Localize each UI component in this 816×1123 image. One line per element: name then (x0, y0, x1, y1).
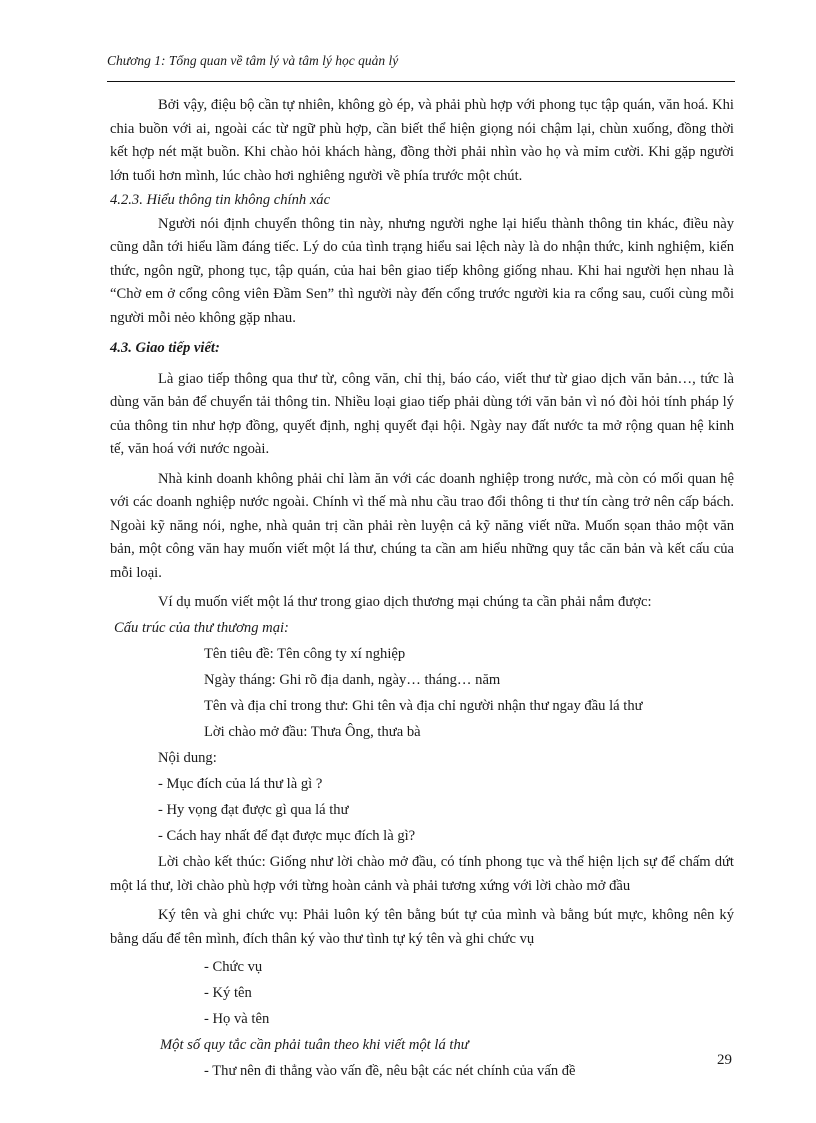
content-list (110, 771, 734, 849)
list-item: - Cách hay nhất để đạt được mục đích là gì? (158, 828, 416, 844)
paragraph-4-3-second: Nhà kinh doanh không phải chỉ làm ăn với các doanh nghiệp trong nước, mà còn có mối quan hệ với các doanh nghiệp nước ngoài. Chính vì thế mà nhu cầu trao đổi thông ti thư tín càng trở nên cấp bách. Ngoài kỹ năng nói, nghe, nhà quản trị cần phải rèn luyện cả kỹ năng viết nữa. Muốn sọan thảo một văn bản, một công văn hay muốn viết một lá thư, chúng ta cần am hiểu những quy tắc căn bản và kết cấu của mỗi loại. (110, 470, 734, 581)
list-item: - Thư nên đi thẳng vào vấn đề, nêu bật các nét chính của vấn đề (204, 1063, 576, 1079)
list-item: - Ký tên (204, 985, 252, 1001)
page-body (110, 94, 734, 1084)
list-item: Tên tiêu đề: Tên công ty xí nghiệp (204, 646, 406, 662)
rules-list (110, 1058, 734, 1084)
chapter-title: Chương 1: Tổng quan về tâm lý và tâm lý học quản lý (107, 53, 399, 68)
paragraph-4-2-3: Người nói định chuyển thông tin này, nhưng người nghe lại hiểu thành thông tin khác, điều này cũng dẫn tới hiểu lầm đáng tiếc. Lý do của tình trạng hiểu sai lệch này là do nhận thức, kinh nghiệm, kiến thức, ngôn ngữ, phong tục, tập quán, của hai bên giao tiếp không giống nhau. Khi hai người hẹn nhau là “Chờ em ở cổng công viên Đầm Sen” thì người này đến cổng trước người kia ra cổng sau, cuối cùng mỗi người mỗi nẻo không gặp nhau. (110, 215, 734, 326)
paragraph-example: Ví dụ muốn viết một lá thư trong giao dịch thương mại chúng ta cần phải nắm được: (158, 594, 652, 610)
list-item: Lời chào mở đầu: Thưa Ông, thưa bà (204, 724, 421, 740)
paragraph-signature: Ký tên và ghi chức vụ: Phải luôn ký tên bằng bút tự của mình và bằng bút mực, không nên ký bằng dấu để tên mình, đích thân ký vào thư tình tự ký tên và ghi chức vụ (110, 907, 734, 947)
list-item: Tên và địa chỉ trong thư: Ghi tên và địa chỉ người nhận thư ngay đầu lá thư (204, 698, 643, 714)
list-item: - Chức vụ (204, 959, 263, 975)
letter-structure-heading: Cấu trúc của thư thương mại: (114, 620, 289, 636)
list-item: Ngày tháng: Ghi rõ địa danh, ngày… tháng… năm (204, 672, 501, 688)
section-heading-4-3: 4.3. Giao tiếp viết: (110, 340, 220, 356)
content-label: Nội dung: (158, 750, 217, 766)
letter-structure-list (110, 641, 734, 745)
rules-heading: Một số quy tắc cần phải tuân theo khi viết một lá thư (160, 1037, 469, 1053)
paragraph-4-3-first: Là giao tiếp thông qua thư từ, công văn, chỉ thị, báo cáo, viết thư từ giao dịch văn bản…, tức là dùng văn bản để chuyển tải thông tin. Nhiều loại giao tiếp phải dùng tới văn bản vì nó đòi hỏi tính pháp lý của thông tin như hợp đồng, quyết định, nghị quyết đại hội. Ngày nay đất nước ta mở rộng quan hệ kinh tế, văn hoá với nước ngoài. (110, 370, 734, 457)
paragraph-intro: Bởi vậy, điệu bộ cần tự nhiên, không gò ép, và phải phù hợp với phong tục tập quán, văn hoá. Khi chia buồn với ai, ngoài các từ ngữ phù hợp, cần biết thể hiện giọng nói chậm lại, chùn xuống, đồng thời kết hợp nét mặt buồn. Khi chào hỏi khách hàng, đồng thời phải nhìn vào họ và mỉm cười. Khi gặp người lớn tuổi hơn mình, lúc chào hơi nghiêng người về phía trước một chút. (110, 97, 734, 184)
paragraph-closing: Lời chào kết thúc: Giống như lời chào mở đầu, có tính phong tục và thể hiện lịch sự để chấm dứt một lá thư, lời chào phù hợp với từng hoàn cảnh và phải tương xứng với lời chào mở đầu (110, 854, 734, 894)
section-heading-4-2-3: 4.2.3. Hiểu thông tin không chính xác (110, 192, 331, 208)
list-item: - Mục đích của lá thư là gì ? (158, 776, 323, 792)
page-number: 29 (717, 1052, 732, 1068)
running-header (107, 52, 735, 70)
signature-list (110, 954, 734, 1032)
list-item: - Hy vọng đạt được gì qua lá thư (158, 802, 349, 818)
header-divider (107, 81, 735, 82)
list-item: - Họ và tên (204, 1011, 270, 1027)
